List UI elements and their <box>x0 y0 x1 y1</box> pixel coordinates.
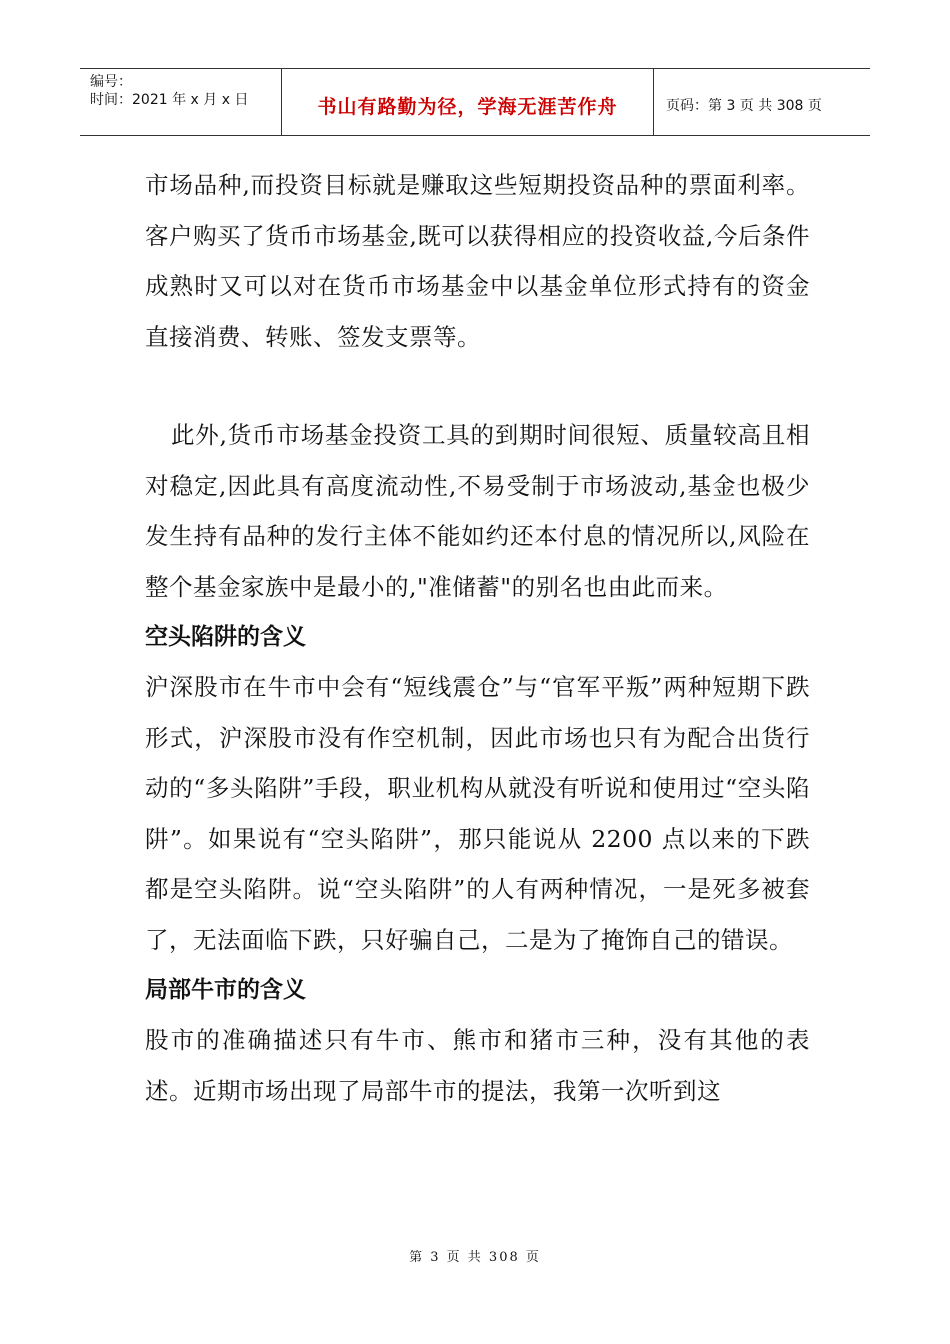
body-paragraph: 沪深股市在牛市中会有“短线震仓”与“官军平叛”两种短期下跌形式，沪深股市没有作空机制，因此市场也只有为配合出货行动的“多头陷阱”手段，职业机构从就没有听说和使用过“空头陷阱”。如果说有“空头陷阱”，那只能说从 2200 点以来的下跌都是空头陷阱。说“空头陷阱”的人有两种情况，一是死多被套了，无法面临下跌，只好骗自己，二是为了掩饰自己的错误。 <box>145 673 810 954</box>
document-date: 时间：2021 年 x 月 x 日 <box>90 92 249 108</box>
document-header <box>80 68 870 136</box>
paragraph-spacer <box>145 362 810 410</box>
header-page-info: 页码：第 3 页 共 308 页 <box>666 98 822 114</box>
page-footer: 第 3 页 共 308 页 <box>409 1250 541 1265</box>
document-number-label: 编号： <box>90 74 132 90</box>
section-heading: 空头陷阱的含义 <box>145 624 306 650</box>
header-motto-cell <box>282 69 654 135</box>
body-paragraph: 股市的准确描述只有牛市、熊市和猪市三种，没有其他的表述。近期市场出现了局部牛市的提法，我第一次听到这 <box>145 1026 810 1105</box>
section-heading: 局部牛市的含义 <box>145 977 306 1003</box>
header-meta <box>80 69 282 135</box>
header-motto: 书山有路勤为径，学海无涯苦作舟 <box>317 95 618 118</box>
document-body <box>145 160 810 1116</box>
header-page-info-cell <box>654 69 870 135</box>
body-paragraph: 此外,货币市场基金投资工具的到期时间很短、质量较高且相对稳定,因此具有高度流动性,不易受制于市场波动,基金也极少发生持有品种的发行主体不能如约还本付息的情况所以,风险在整个基金家族中是最小的,"准储蓄"的别名也由此而来。 <box>145 421 810 601</box>
body-paragraph: 市场品种,而投资目标就是赚取这些短期投资品种的票面利率。客户购买了货币市场基金,既可以获得相应的投资收益,今后条件成熟时又可以对在货币市场基金中以基金单位形式持有的资金直接消费、转账、签发支票等。 <box>145 171 810 351</box>
